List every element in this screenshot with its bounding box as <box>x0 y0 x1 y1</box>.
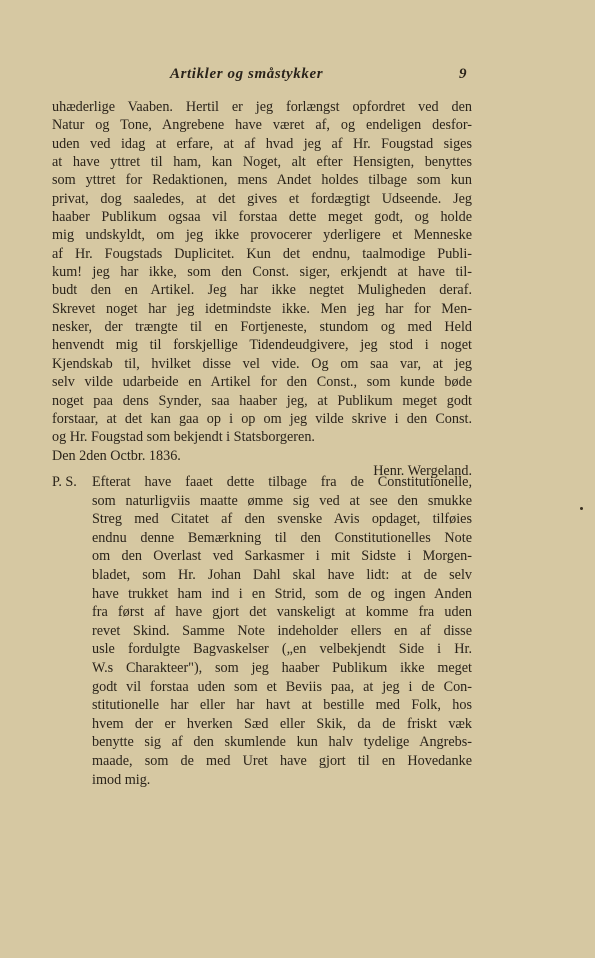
text-line: maade, som de med Uret have gjort til en Hovedanke <box>92 752 472 769</box>
text-line: kum! jeg har ikke, som den Const. siger, erkjendt at have til- <box>52 264 472 281</box>
text-line: revet Skind. Samme Note indeholder ellers en af disse <box>92 622 472 639</box>
postscript-label: P. S. <box>52 474 77 490</box>
text-line: Skrevet noget har jeg idetmindste ikke. Men jeg har for Men- <box>52 300 472 317</box>
text-line: at have yttret til ham, kan Noget, alt efter Hensigten, benyttes <box>52 154 472 171</box>
text-line: henvendt mig til forskjellige Tidendeudgivere, jeg stod i noget <box>52 337 472 354</box>
text-line: imod mig. <box>92 771 151 788</box>
running-header <box>0 66 595 86</box>
text-line: af Hr. Fougstads Duplicitet. Kun det endnu, taalmodige Publi- <box>52 245 472 262</box>
text-line: stitutionelle har eller har havt at bestille med Folk, hos <box>92 697 472 714</box>
text-line: hvem der er hverken Sæd eller Skik, da de friskt væk <box>92 715 472 732</box>
text-line: Kjendskab til, hvilket disse vel vide. Og om saa var, at jeg <box>52 355 472 372</box>
page-number: 9 <box>459 66 467 82</box>
text-line: have trukket ham ind i en Strid, som de og ingen Anden <box>92 585 472 602</box>
text-line: endnu denne Bemærkning til den Constitutionelles Note <box>92 529 472 546</box>
paper-speck <box>580 507 583 510</box>
postscript-text <box>92 473 472 789</box>
text-line: privat, dog saaledes, at det gives et fordægtigt Udseende. Jeg <box>52 190 472 207</box>
text-line: Natur og Tone, Angrebene have været af, og endeligen desfor- <box>52 117 472 134</box>
text-line: Efterat have faaet dette tilbage fra de Constitutionelle, <box>92 474 472 490</box>
text-line: nesker, der trængte til en Fortjeneste, stundom og med Held <box>52 319 472 336</box>
main-paragraph <box>52 98 472 487</box>
running-title: Artikler og småstykker <box>170 66 324 82</box>
text-line: usle fordulgte Bagvaskelser („en velbekjendt Side i Hr. <box>92 641 472 658</box>
text-line: og Hr. Fougstad som bekjendt i Statsborgeren. <box>52 429 315 446</box>
signature-name: Henr. Wergeland. <box>373 462 472 479</box>
text-line: W.s Charakteer"), som jeg haaber Publikum ikke meget <box>92 659 472 676</box>
text-line: mig undskyldt, om jeg ikke provocerer yderligere et Menneske <box>52 227 472 244</box>
text-line: som yttret for Redaktionen, mens Andet holdes tilbage som kun <box>52 172 472 189</box>
text-line: benytte sig af den skumlende kun halv tydelige Angrebs- <box>92 734 472 751</box>
text-line: Streg med Citatet af den svenske Avis opdaget, tilføies <box>92 511 472 528</box>
text-line: uden ved idag at erfare, at af hvad jeg af Hr. Fougstad siges <box>52 135 472 152</box>
text-line: godt vil forstaa uden som et Beviis paa, at jeg i de Con- <box>92 678 472 695</box>
text-line: selv vilde udarbeide en Artikel for den Const., som kunde bøde <box>52 374 472 391</box>
text-line: om den Overlast ved Sarkasmer i mit Sidste i Morgen- <box>92 548 472 565</box>
text-line: noget paa dens Synder, saa haaber jeg, at Publikum meget godt <box>52 392 472 409</box>
text-line: fra først af have gjort det vanskeligt at komme fra uden <box>92 604 472 621</box>
text-line: budt den en Artikel. Jeg har ikke negtet Muligheden deraf. <box>52 282 472 299</box>
text-line: bladet, som Hr. Johan Dahl skal have lidt: at de selv <box>92 566 472 583</box>
text-line: uhæderlige Vaaben. Hertil er jeg forlængst opfordret ved den <box>52 99 472 115</box>
text-line: haaber Publikum ogsaa vil forstaa dette meget godt, og holde <box>52 209 472 226</box>
text-line: som naturligviis maatte ømme sig ved at see den smukke <box>92 492 472 509</box>
text-line: forstaar, at det kan gaa op i op om jeg vilde skrive i den Const. <box>52 410 472 427</box>
signature-date: Den 2den Octbr. 1836. <box>52 447 181 464</box>
